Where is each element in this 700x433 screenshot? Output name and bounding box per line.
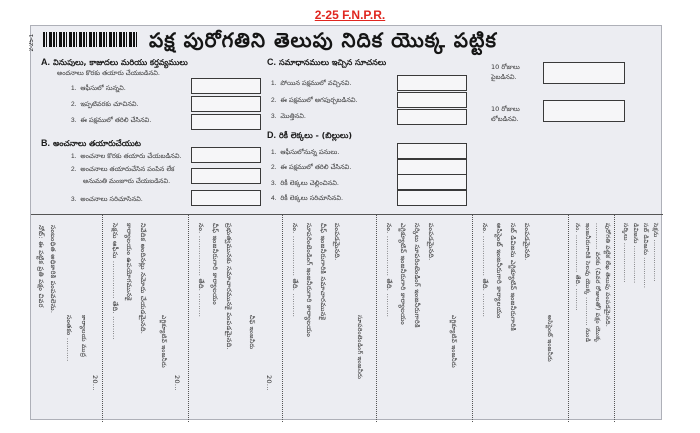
section-d-title: రికీ లెక్కలు - (బిల్లులు) [279,131,352,140]
right-label-2-line1: 10 రోజులు [491,105,520,113]
item-number: 1. [271,80,277,87]
section-a-heading [41,57,188,69]
item-number: 2. [271,164,277,171]
routing-panel [31,214,663,421]
routing-column-8 [31,215,103,422]
column-line: చీఫ్ ఇంజనీరుగారి కార్యాలయం [211,223,219,305]
right-label-2-line2: లోబడినవి. [491,115,519,123]
section-b-item-1 [71,152,182,162]
column-line: పంపడమైనది. [333,223,341,261]
section-d-box-1[interactable] [397,143,467,159]
section-field: సెక్షను ................... [652,223,659,282]
column-line: సూపరింటెండింగ్ ఇంజనీరుగారి కార్యాలయం [305,223,313,338]
item-text: ఈ పక్షములో అగపుర్చబడినవి. [280,96,358,104]
item-text: అంచనాలు సరిచూసినవి. [80,195,143,203]
item-number: 3. [271,180,277,187]
column-line: 20... [173,375,181,391]
item-text: అంచనాలు తయారుచేసిన పంపిన లేక [80,165,175,173]
section-d-box-4[interactable] [397,190,467,206]
column-line: ఎగ్జిక్యూటివ్ ఇంజనీరు [160,315,167,368]
sub-division-field: సబ్ డివిజను .............. [642,223,649,289]
section-b-heading [41,138,141,150]
section-b-item-2-cont [83,177,170,187]
right-label-1-line2: పైబడినవి. [491,73,517,81]
section-a-item-1 [71,84,126,94]
column-line: నం. ................. తేది. .......... [481,223,489,318]
column-line: ............ వరకు (చివర రోజులతో) పక్షం యొక్క [594,223,601,343]
column-line: సంతకం .......... [65,315,73,362]
routing-column-3 [473,215,569,422]
item-number: 3. [271,113,277,120]
column-line: కార్యాలయ ముద్ర [80,315,87,358]
item-text: రికీ లెక్కలు చెల్లించినవి. [280,179,339,187]
column-line: సంబంధిత అధికారికి పంపవలెను. [49,225,57,314]
column-line: నం. ................. తేది. .......... [385,223,393,318]
item-number: 1. [71,85,77,92]
section-a-item-3 [71,116,151,126]
section-c-heading [267,57,386,69]
section-b-item-3 [71,195,143,205]
right-box-1[interactable] [543,62,625,84]
column-line: సబ్ డివిజను ఎగ్జిక్యూటివ్ ఇంజనీరుగారికి [509,223,517,332]
section-d-box-2[interactable] [397,159,467,175]
section-b-letter: B. [41,138,50,148]
section-c-item-2 [271,96,358,106]
section-a-box-1[interactable] [191,78,261,94]
column-line: పంపడమైనది. [523,223,531,261]
section-b-title: అంచనాలు తయారుచేయుట [53,139,141,148]
column-line: ఇంజనీరుగారికి సెలవు యొక్క ............. నుండి [584,223,591,343]
item-number: 1. [71,153,77,160]
item-number: 2. [71,166,77,173]
column-line: నం. ................. తేది. .......... [574,223,581,311]
section-a-intro: అందనాలు కొరకు తయారు చేయబడినవి. [57,69,160,77]
item-text: పోయిన పక్షములో వచ్చినవి. [280,79,352,87]
section-c-title: సమాధానములు ఇచ్చిన సూచనలు [279,58,387,67]
column-line: సర్కిలు సూపరింటెండింగ్ ఇంజనీరుగారికి [413,223,421,328]
item-text: ఆఫీసులో సున్నవి. [80,84,126,92]
item-text: ఈ పక్షములో తరిలి చేసినవి. [80,116,152,124]
column-line: సెక్షను ఆఫీసు ................ తేది. .......... [111,223,119,340]
column-line: ఎగ్జిక్యూటివ్ ఇంజనీరుగారి కార్యాలయం [399,223,407,325]
section-c-box-3[interactable] [397,109,467,125]
column-line: సూపరింటెండింగ్ ఇంజనీరు [356,315,363,380]
item-text: రికీ లెక్కలు సరిచూసినవి. [280,194,344,202]
column-line: పురోగతి పట్టిక లేఖ తెలుపు పంపడమైనది. [604,223,611,328]
column-line: 20... [265,375,273,391]
item-text: అంచనాల కొరకు తయారు చేయబడినవి. [80,152,182,160]
column-line: నివేదిక అందినట్లు నమోదు చేయడమైనది. [139,223,147,335]
column-line: ప్రభుత్వమునకు సమాచారమునకై పంపడమైనది. [225,223,233,350]
section-b-box-3[interactable] [191,190,261,206]
routing-column-2 [569,215,615,422]
section-b-box-1[interactable] [191,147,261,163]
side-form-code: 2-25-1 [29,34,35,52]
item-text: ఇప్పటివరకు చూచినవి. [80,100,139,108]
column-line: నం. ................. తేది. .......... [197,223,205,318]
section-c-box-1[interactable] [397,75,467,91]
item-number: 3. [71,117,77,124]
section-a-box-2[interactable] [191,96,261,112]
section-c-item-1 [271,79,351,89]
section-d-item-4 [271,194,343,204]
section-c-item-3 [271,112,306,122]
column-line: చీఫ్ ఇంజనీరు [248,315,255,350]
section-d-box-3[interactable] [397,174,467,190]
right-box-2[interactable] [543,100,625,122]
section-d-letter: D. [267,130,276,140]
item-number: 1. [271,149,277,156]
item-number: 3. [71,196,77,203]
progress-report-form [30,25,662,420]
section-d-item-2 [271,163,351,173]
section-b-box-2[interactable] [191,168,261,184]
section-c-letter: C. [267,57,276,67]
column-line: ఎగ్జిక్యూటివ్ ఇంజనీరు [450,315,457,368]
routing-column-4 [377,215,473,422]
section-d-item-3 [271,179,339,189]
barcode [43,32,137,47]
section-c-box-2[interactable] [397,92,467,108]
item-number: 4. [271,195,277,202]
column-line: 20... [91,375,99,391]
item-text: మొత్తినవి. [280,112,306,120]
column-line: కార్యాలయం ఉపయోగమునకై [125,223,133,301]
section-a-item-2 [71,100,139,110]
column-line: నోట్: ఈ పట్టిక ప్రతి పక్షం చివర [37,225,45,308]
item-number: 2. [271,97,277,104]
section-a-title: వినుపులు, కాజుదలు మరియు కర్తవ్యములు [53,58,188,67]
column-line: చీఫ్ ఇంజనీరుగారికి సమాచారమునకై [319,223,327,321]
right-label-1-line1: 10 రోజులు [491,63,520,71]
routing-column-6 [189,215,283,422]
item-text: అనుమతి మంజూరు చేయబడినవి. [83,177,171,185]
column-line: అసిస్టెంట్ ఇంజనీరుగారి కార్యాలయం [495,223,503,319]
form-code: 2-25 F.N.P.R. [314,8,386,22]
right-label-1 [491,62,520,82]
section-d-item-1 [271,148,339,158]
routing-column-1 [615,215,663,422]
circle-field: సర్కిలు .................. [622,223,629,283]
item-text: ఆఫీసులోనున్న పనులు. [280,148,340,156]
routing-column-7 [103,215,189,422]
section-d-heading [267,130,352,142]
routing-column-5 [283,215,377,422]
section-a-box-3[interactable] [191,114,261,130]
column-line: నం. ................. తేది. .......... [291,223,299,318]
right-label-2 [491,104,520,124]
division-field: డివిజను ................. [632,223,639,284]
column-line: అసిస్టెంట్ ఇంజనీరు [546,315,553,362]
section-b-item-2 [71,165,174,175]
item-number: 2. [71,101,77,108]
form-title: పక్ష పురోగతిని తెలుపు నిదిక యొక్క పట్టిక [149,28,497,52]
item-text: ఈ పక్షములో తరిలి చేసినవి. [280,163,352,171]
column-line: పంపడమైనది. [427,223,435,261]
section-a-letter: A. [41,57,50,67]
